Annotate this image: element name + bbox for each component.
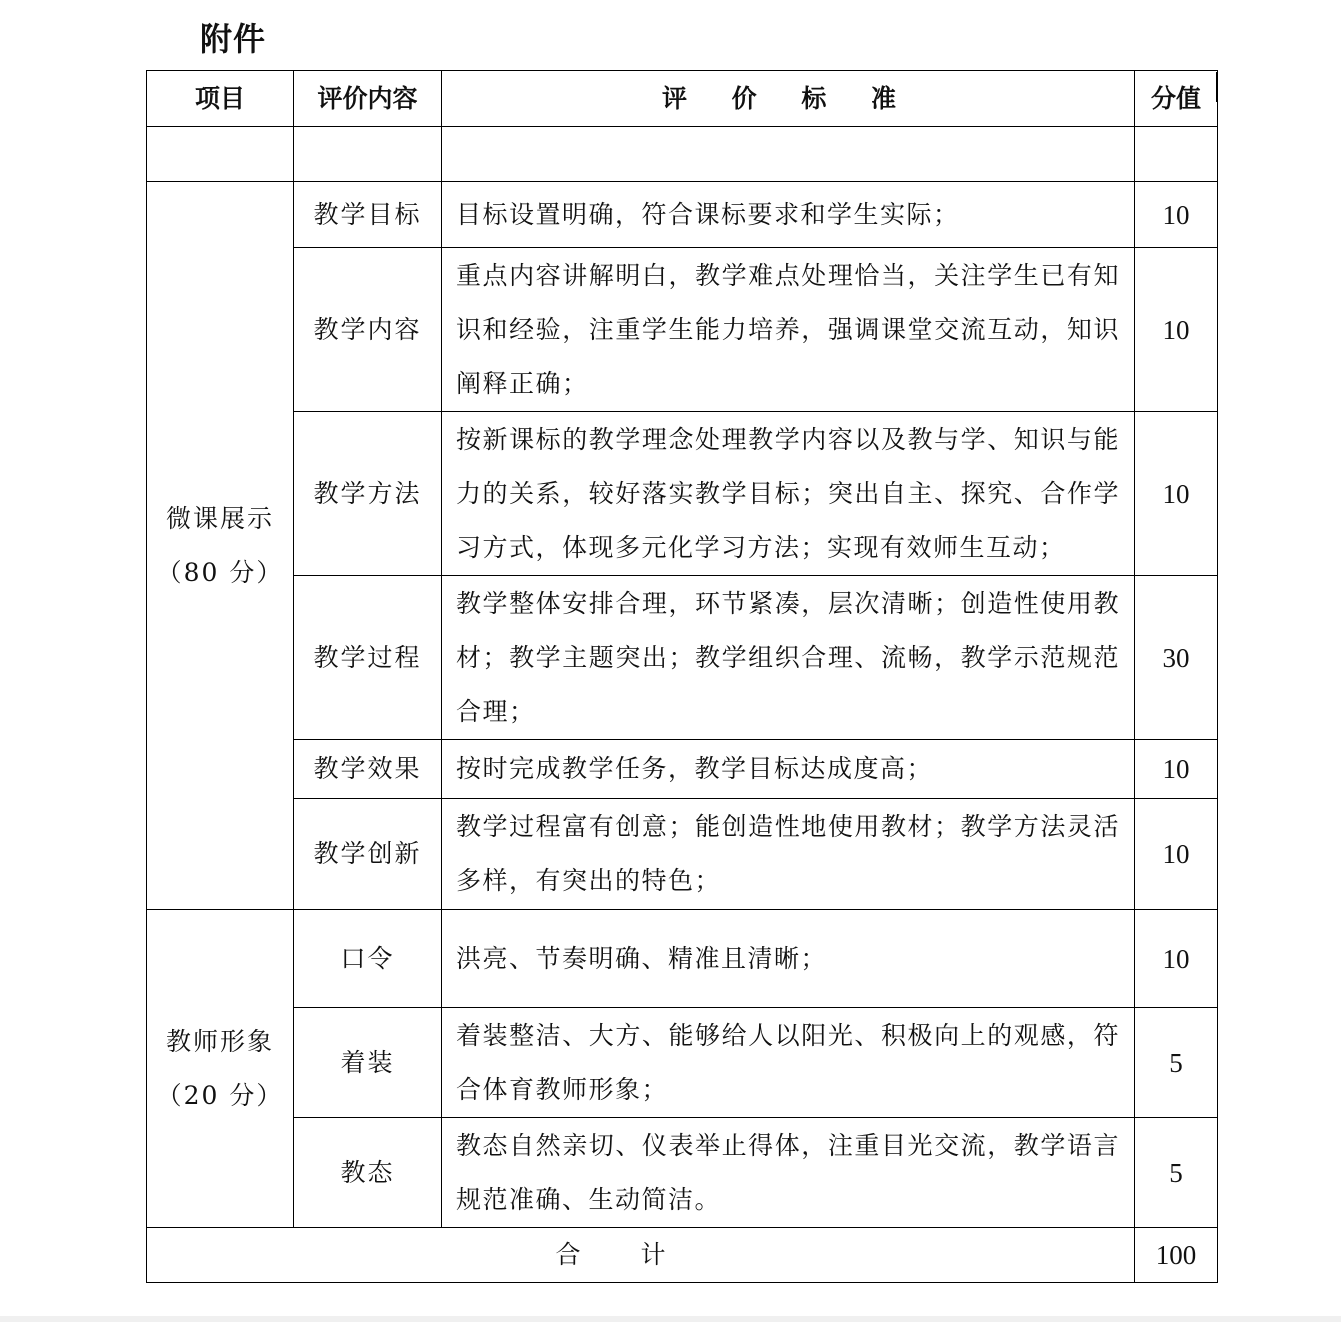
group-cell-micro-lesson: [147, 182, 294, 910]
empty-cell: [442, 127, 1135, 182]
criteria-cell: 目标设置明确，符合课标要求和学生实际；: [442, 182, 1135, 248]
header-content: 评价内容: [294, 71, 442, 127]
group-label: 教师形象: [165, 1026, 274, 1056]
score-cell: 10: [1135, 910, 1218, 1008]
table-row: [147, 740, 1218, 799]
page-bottom-edge: [0, 1316, 1341, 1322]
score-cell: 5: [1135, 1008, 1218, 1118]
content-cell: 教态: [294, 1118, 442, 1228]
empty-cell: [1135, 127, 1218, 182]
criteria-cell: 按新课标的教学理念处理教学内容以及教与学、知识与能力的关系，较好落实教学目标；突出自主、探究、合作学习方式，体现多元化学习方法；实现有效师生互动；: [442, 412, 1135, 576]
criteria-cell: 按时完成教学任务，教学目标达成度高；: [442, 740, 1135, 799]
criteria-cell: 教学过程富有创意；能创造性地使用教材；教学方法灵活多样，有突出的特色；: [442, 799, 1135, 910]
empty-row: [147, 127, 1218, 182]
table-row: [147, 1008, 1218, 1118]
score-cell: 10: [1135, 182, 1218, 248]
table-row: [147, 248, 1218, 412]
criteria-cell: 着装整洁、大方、能够给人以阳光、积极向上的观感，符合体育教师形象；: [442, 1008, 1135, 1118]
header-score: 分值: [1135, 71, 1218, 127]
table-row: [147, 412, 1218, 576]
content-cell: 教学目标: [294, 182, 442, 248]
score-cell: 5: [1135, 1118, 1218, 1228]
score-cell: 30: [1135, 576, 1218, 740]
content-cell: 教学方法: [294, 412, 442, 576]
table-row: [147, 182, 1218, 248]
table-row: [147, 799, 1218, 910]
attachment-title: 附件: [200, 20, 267, 58]
group-sub: （80 分）: [156, 557, 284, 587]
content-cell: 教学过程: [294, 576, 442, 740]
content-cell: 教学内容: [294, 248, 442, 412]
table-row: [147, 910, 1218, 1008]
criteria-cell: 重点内容讲解明白，教学难点处理恰当，关注学生已有知识和经验，注重学生能力培养，强调课堂交流互动，知识阐释正确；: [442, 248, 1135, 412]
score-cell: 10: [1135, 799, 1218, 910]
score-cell: 10: [1135, 740, 1218, 799]
score-cell: 10: [1135, 248, 1218, 412]
content-cell: 教学效果: [294, 740, 442, 799]
group-sub: （20 分）: [156, 1080, 284, 1110]
score-cell: 10: [1135, 412, 1218, 576]
content-cell: 着装: [294, 1008, 442, 1118]
criteria-cell: 教态自然亲切、仪表举止得体，注重目光交流，教学语言规范准确、生动简洁。: [442, 1118, 1135, 1228]
header-row: [147, 71, 1218, 127]
evaluation-table: [146, 70, 1218, 1283]
criteria-cell: 洪亮、节奏明确、精准且清晰；: [442, 910, 1135, 1008]
group-label: 微课展示: [165, 503, 274, 533]
empty-cell: [294, 127, 442, 182]
total-label: 合计: [147, 1228, 1135, 1283]
content-cell: 教学创新: [294, 799, 442, 910]
table-row: [147, 576, 1218, 740]
content-cell: 口令: [294, 910, 442, 1008]
header-standard: 评 价 标 准: [442, 71, 1135, 127]
total-score: 100: [1135, 1228, 1218, 1283]
total-row: [147, 1228, 1218, 1283]
table-row: [147, 1118, 1218, 1228]
empty-cell: [147, 127, 294, 182]
group-cell-teacher-image: [147, 910, 294, 1228]
header-item: 项目: [147, 71, 294, 127]
criteria-cell: 教学整体安排合理，环节紧凑，层次清晰；创造性使用教材；教学主题突出；教学组织合理、流畅，教学示范规范合理；: [442, 576, 1135, 740]
